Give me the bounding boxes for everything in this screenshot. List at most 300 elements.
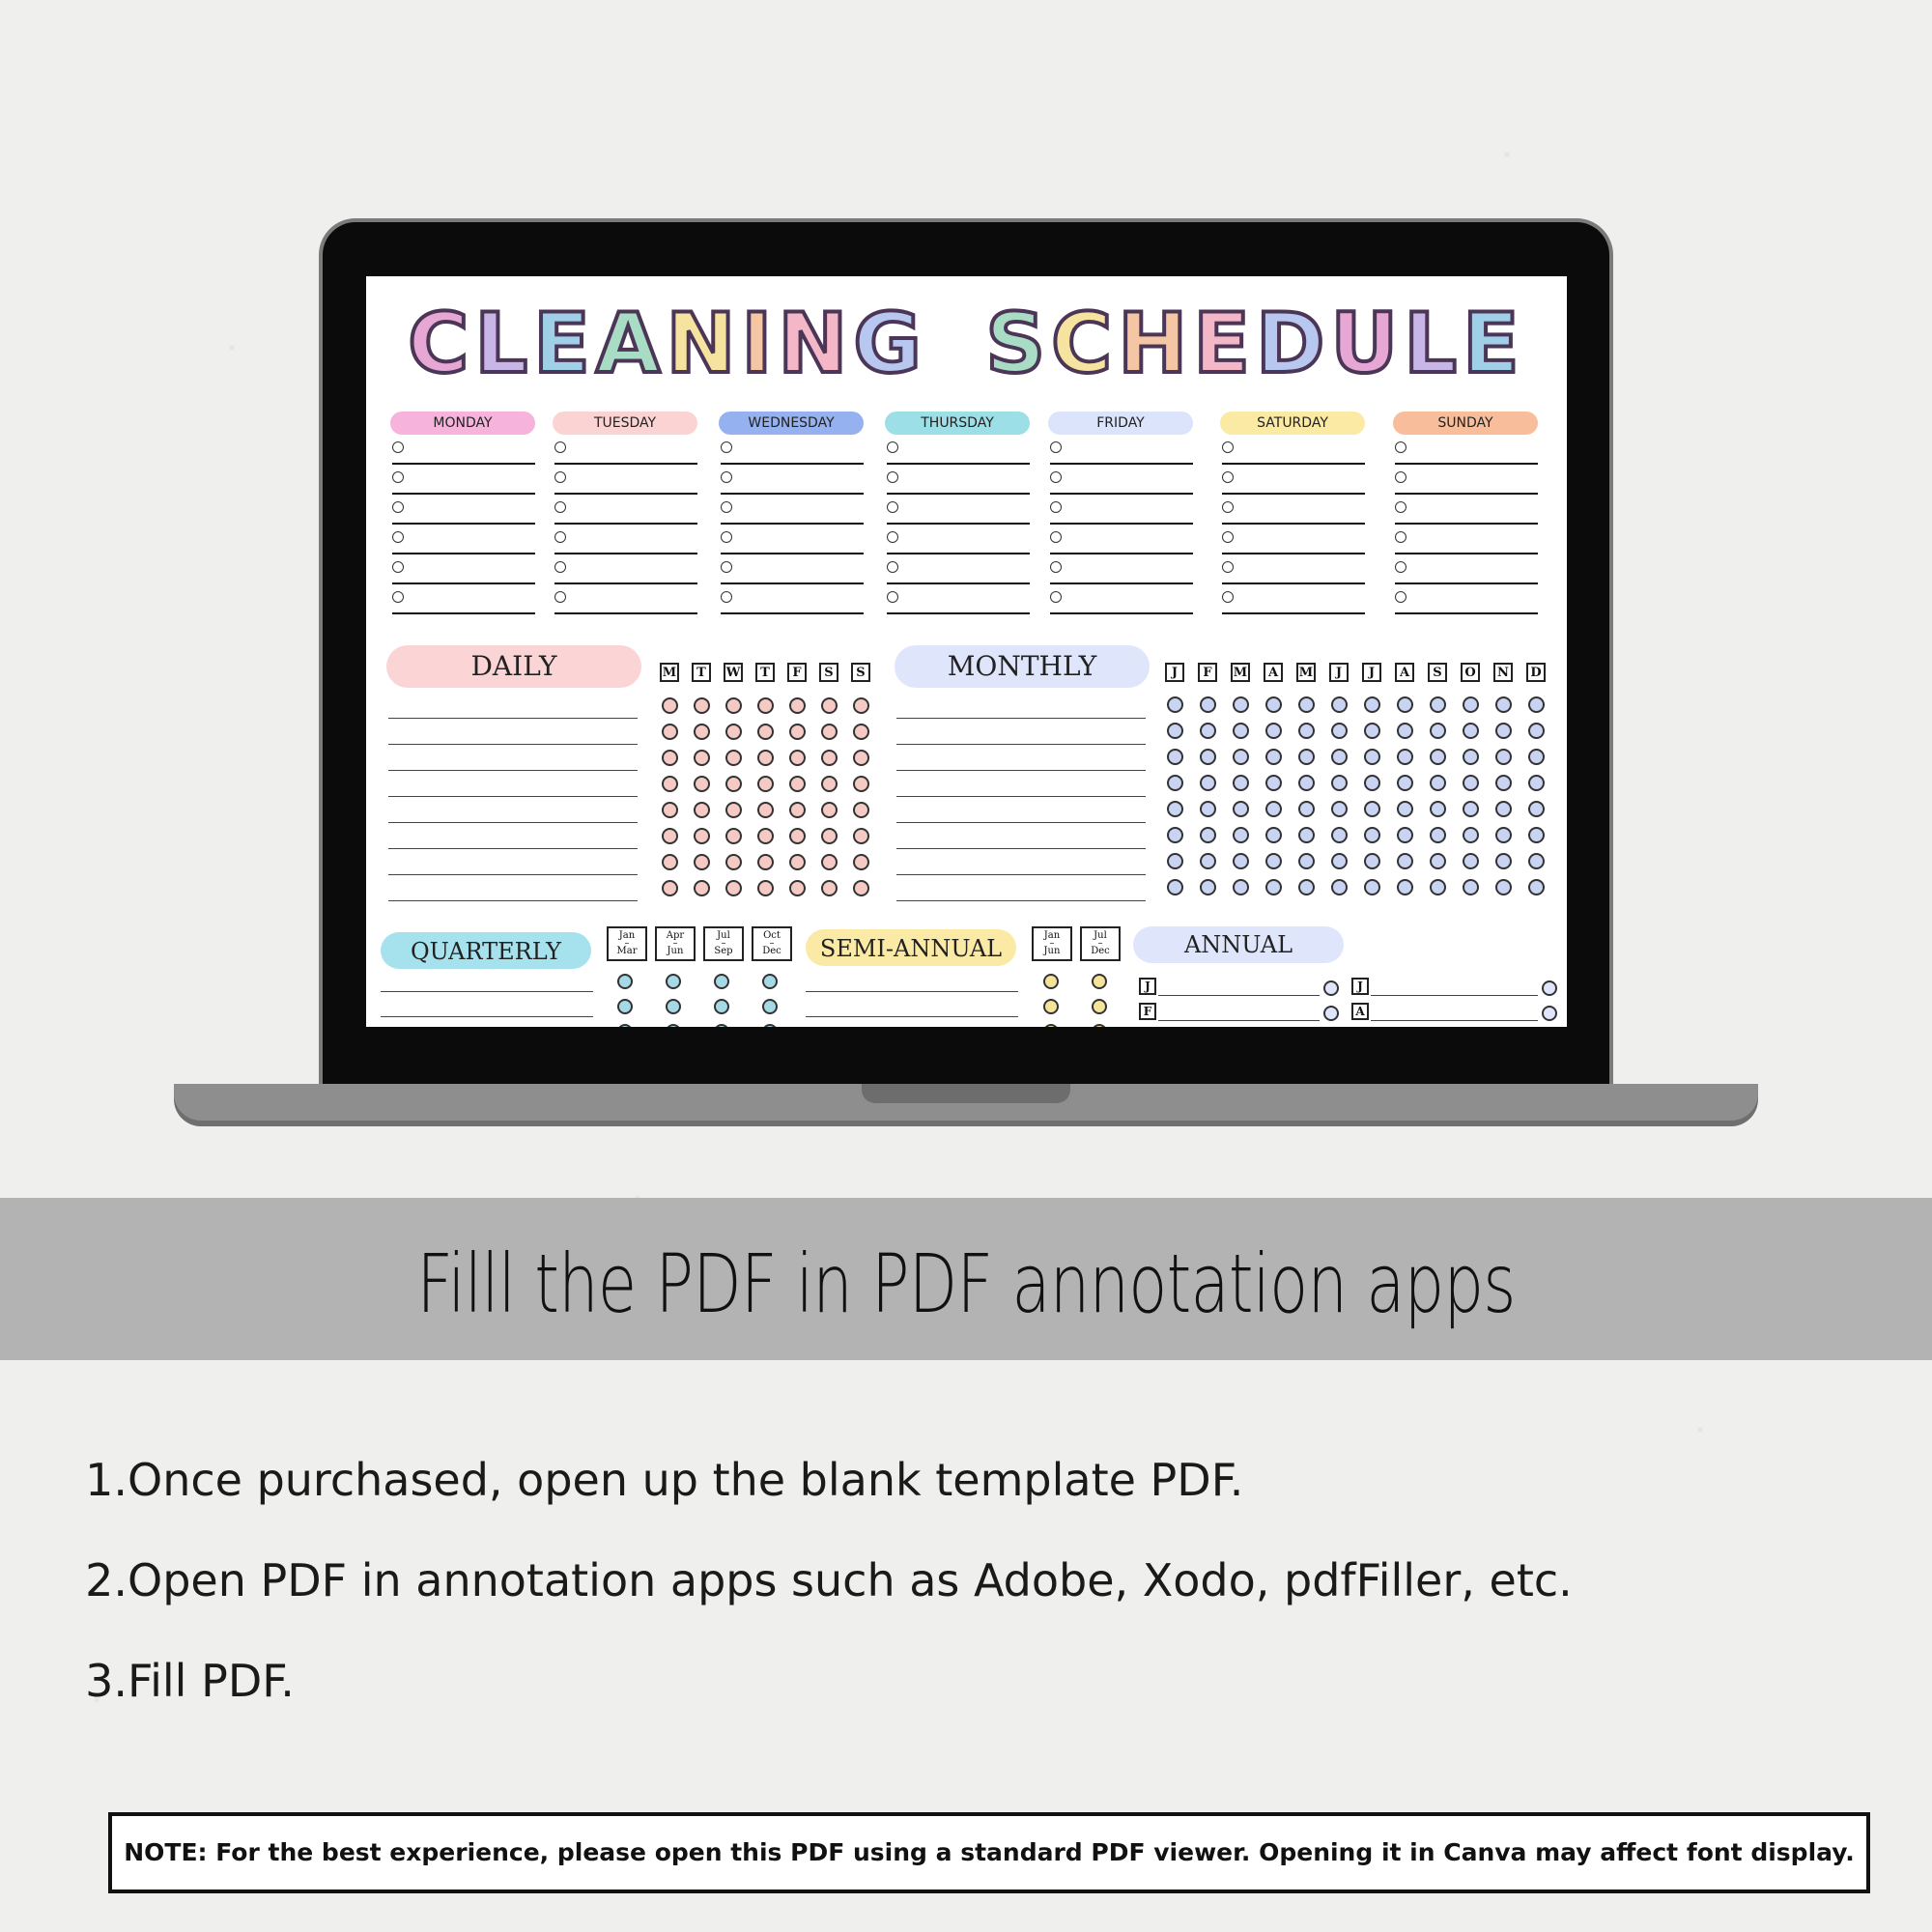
quarterly-check-circle[interactable] [666,999,681,1014]
daily-check-circle[interactable] [789,724,806,740]
monthly-check-circle[interactable] [1200,749,1216,765]
task-checkbox[interactable] [554,501,566,513]
daily-check-circle[interactable] [789,880,806,896]
task-line[interactable] [392,495,535,525]
task-line[interactable] [1050,465,1193,495]
daily-check-circle[interactable] [821,697,838,714]
daily-check-circle[interactable] [725,750,742,766]
day-label: WEDNESDAY [719,412,864,435]
quarterly-task-line[interactable] [381,1016,593,1017]
task-line[interactable] [721,495,864,525]
monthly-check-circle[interactable] [1364,696,1380,713]
monthly-month-letter: S [1428,663,1447,682]
monthly-check-circle[interactable] [1331,801,1348,817]
quarterly-check-circle[interactable] [762,999,778,1014]
monthly-task-line[interactable] [896,770,1146,771]
task-checkbox[interactable] [1395,441,1406,453]
task-checkbox[interactable] [721,531,732,543]
daily-task-line[interactable] [388,848,638,849]
monthly-check-circle[interactable] [1233,696,1249,713]
daily-check-circle[interactable] [789,828,806,844]
monthly-check-circle[interactable] [1298,775,1315,791]
task-checkbox[interactable] [887,531,898,543]
monthly-check-circle[interactable] [1364,853,1380,869]
monthly-task-line[interactable] [896,900,1146,901]
monthly-check-circle[interactable] [1495,853,1512,869]
monthly-check-circle[interactable] [1331,749,1348,765]
step-text: Once purchased, open up the blank template PDF. [128,1454,1244,1506]
monthly-month-letter: M [1231,663,1250,682]
task-checkbox[interactable] [1222,471,1234,483]
daily-check-circle[interactable] [757,697,774,714]
task-line[interactable] [887,435,1030,465]
task-line[interactable] [1222,525,1365,554]
monthly-check-circle[interactable] [1233,775,1249,791]
task-checkbox[interactable] [392,501,404,513]
task-checkbox[interactable] [1395,501,1406,513]
daily-check-circle[interactable] [662,828,678,844]
monthly-check-circle[interactable] [1331,853,1348,869]
task-checkbox[interactable] [721,471,732,483]
daily-check-circle[interactable] [725,854,742,870]
task-checkbox[interactable] [1395,471,1406,483]
monthly-check-circle[interactable] [1364,879,1380,895]
monthly-check-circle[interactable] [1495,749,1512,765]
monthly-check-circle[interactable] [1331,723,1348,739]
monthly-check-circle[interactable] [1167,723,1183,739]
task-checkbox[interactable] [887,501,898,513]
monthly-check-circle[interactable] [1397,749,1413,765]
monthly-check-circle[interactable] [1298,696,1315,713]
task-line[interactable] [1222,495,1365,525]
step-3 [75,1655,1814,1755]
monthly-check-circle[interactable] [1463,723,1479,739]
daily-check-circle[interactable] [662,854,678,870]
task-line[interactable] [554,435,697,465]
monthly-task-line[interactable] [896,848,1146,849]
task-line[interactable] [1050,525,1193,554]
monthly-check-circle[interactable] [1463,749,1479,765]
daily-check-circle[interactable] [821,880,838,896]
monthly-check-circle[interactable] [1331,775,1348,791]
monthly-task-line[interactable] [896,874,1146,875]
monthly-check-circle[interactable] [1167,775,1183,791]
monthly-check-circle[interactable] [1298,723,1315,739]
semi-annual-check-circle[interactable] [1043,1024,1059,1027]
monthly-check-circle[interactable] [1298,853,1315,869]
monthly-check-circle[interactable] [1200,775,1216,791]
monthly-check-circle[interactable] [1463,696,1479,713]
monthly-task-line[interactable] [896,744,1146,745]
monthly-check-circle[interactable] [1265,853,1282,869]
monthly-check-circle[interactable] [1200,879,1216,895]
daily-task-line[interactable] [388,718,638,719]
annual-check-circle[interactable] [1323,980,1339,996]
daily-task-line[interactable] [388,822,638,823]
monthly-check-circle[interactable] [1233,879,1249,895]
semi-annual-task-line[interactable] [806,991,1018,992]
task-checkbox[interactable] [1050,441,1062,453]
quarterly-task-line[interactable] [381,991,593,992]
day-label: FRIDAY [1048,412,1193,435]
task-line[interactable] [554,495,697,525]
monthly-check-circle[interactable] [1495,801,1512,817]
annual-month-letter: J [1351,978,1369,995]
daily-task-line[interactable] [388,874,638,875]
task-line[interactable] [392,435,535,465]
task-checkbox[interactable] [887,441,898,453]
task-line[interactable] [887,584,1030,614]
monthly-check-circle[interactable] [1167,879,1183,895]
task-line[interactable] [721,525,864,554]
monthly-check-circle[interactable] [1364,749,1380,765]
task-checkbox[interactable] [721,591,732,603]
title-letter: U [1330,296,1405,392]
monthly-check-circle[interactable] [1528,696,1545,713]
task-checkbox[interactable] [887,471,898,483]
semi-annual-check-circle[interactable] [1043,974,1059,989]
task-line[interactable] [554,584,697,614]
task-line[interactable] [887,525,1030,554]
monthly-check-circle[interactable] [1265,723,1282,739]
task-checkbox[interactable] [721,501,732,513]
task-line[interactable] [721,435,864,465]
monthly-check-circle[interactable] [1331,827,1348,843]
task-line[interactable] [1222,584,1365,614]
task-checkbox[interactable] [392,441,404,453]
task-checkbox[interactable] [392,471,404,483]
monthly-check-circle[interactable] [1430,853,1446,869]
task-line[interactable] [1395,495,1538,525]
monthly-check-circle[interactable] [1397,696,1413,713]
task-checkbox[interactable] [554,471,566,483]
quarterly-check-circle[interactable] [762,1024,778,1027]
daily-check-circle[interactable] [662,802,678,818]
task-checkbox[interactable] [1222,591,1234,603]
daily-check-circle[interactable] [821,776,838,792]
monthly-check-circle[interactable] [1200,853,1216,869]
monthly-check-circle[interactable] [1298,827,1315,843]
monthly-check-circle[interactable] [1430,723,1446,739]
daily-check-circle[interactable] [694,854,710,870]
monthly-check-circle[interactable] [1397,827,1413,843]
title-letter: I [741,296,779,392]
quarterly-check-circle[interactable] [666,1024,681,1027]
task-checkbox[interactable] [1395,591,1406,603]
daily-check-circle[interactable] [662,776,678,792]
monthly-check-circle[interactable] [1265,827,1282,843]
daily-check-circle[interactable] [694,697,710,714]
monthly-check-circle[interactable] [1167,853,1183,869]
daily-check-circle[interactable] [662,697,678,714]
quarterly-check-circle[interactable] [617,1024,633,1027]
daily-check-circle[interactable] [757,724,774,740]
monthly-check-circle[interactable] [1265,749,1282,765]
task-line[interactable] [1222,465,1365,495]
monthly-check-circle[interactable] [1233,801,1249,817]
daily-check-circle[interactable] [725,697,742,714]
daily-check-circle[interactable] [821,802,838,818]
task-line[interactable] [887,554,1030,584]
monthly-check-circle[interactable] [1298,879,1315,895]
task-checkbox[interactable] [721,441,732,453]
monthly-check-circle[interactable] [1528,775,1545,791]
daily-check-circle[interactable] [757,880,774,896]
monthly-task-line[interactable] [896,822,1146,823]
daily-check-circle[interactable] [853,828,869,844]
daily-check-circle[interactable] [789,802,806,818]
monthly-check-circle[interactable] [1200,827,1216,843]
monthly-check-circle[interactable] [1298,749,1315,765]
monthly-check-circle[interactable] [1495,879,1512,895]
monthly-check-circle[interactable] [1528,827,1545,843]
daily-check-circle[interactable] [821,854,838,870]
quarterly-check-circle[interactable] [617,999,633,1014]
task-line[interactable] [1222,554,1365,584]
monthly-check-circle[interactable] [1331,696,1348,713]
monthly-check-circle[interactable] [1463,853,1479,869]
monthly-check-circle[interactable] [1265,879,1282,895]
semi-annual-check-circle[interactable] [1092,1024,1107,1027]
task-line[interactable] [392,525,535,554]
period-end: Dec [762,946,781,956]
task-line[interactable] [392,584,535,614]
task-line[interactable] [392,465,535,495]
quarterly-check-circle[interactable] [617,974,633,989]
task-line[interactable] [721,465,864,495]
daily-check-circle[interactable] [853,724,869,740]
annual-task-line[interactable] [1158,995,1320,996]
monthly-check-circle[interactable] [1528,749,1545,765]
note-box: NOTE: For the best experience, please open this PDF using a standard PDF viewer. Opening it in Canva may affect font display. [108,1812,1870,1893]
semi-annual-check-circle[interactable] [1092,974,1107,989]
daily-check-circle[interactable] [725,802,742,818]
daily-check-circle[interactable] [789,697,806,714]
monthly-check-circle[interactable] [1233,749,1249,765]
task-checkbox[interactable] [1222,561,1234,573]
daily-task-line[interactable] [388,770,638,771]
monthly-check-circle[interactable] [1167,801,1183,817]
daily-check-circle[interactable] [853,776,869,792]
quarterly-check-circle[interactable] [762,974,778,989]
semi-annual-check-circle[interactable] [1043,999,1059,1014]
monthly-month-letter: O [1461,663,1480,682]
monthly-check-circle[interactable] [1200,696,1216,713]
semi-annual-task-line[interactable] [806,1016,1018,1017]
monthly-check-circle[interactable] [1200,723,1216,739]
daily-check-circle[interactable] [853,854,869,870]
daily-check-circle[interactable] [757,828,774,844]
daily-check-circle[interactable] [821,724,838,740]
monthly-check-circle[interactable] [1463,801,1479,817]
quarterly-check-circle[interactable] [714,999,729,1014]
daily-task-line[interactable] [388,900,638,901]
daily-check-circle[interactable] [853,750,869,766]
monthly-check-circle[interactable] [1298,801,1315,817]
monthly-check-circle[interactable] [1265,775,1282,791]
quarterly-check-circle[interactable] [714,1024,729,1027]
annual-check-circle[interactable] [1323,1006,1339,1021]
task-line[interactable] [1395,584,1538,614]
task-checkbox[interactable] [554,561,566,573]
task-checkbox[interactable] [1050,501,1062,513]
daily-check-circle[interactable] [725,880,742,896]
task-checkbox[interactable] [1050,561,1062,573]
task-checkbox[interactable] [721,561,732,573]
monthly-check-circle[interactable] [1528,723,1545,739]
daily-check-circle[interactable] [853,697,869,714]
annual-task-line[interactable] [1158,1020,1320,1021]
task-checkbox[interactable] [1395,561,1406,573]
monthly-check-circle[interactable] [1364,775,1380,791]
monthly-check-circle[interactable] [1397,775,1413,791]
monthly-check-circle[interactable] [1463,775,1479,791]
task-line[interactable] [1050,435,1193,465]
daily-check-circle[interactable] [789,854,806,870]
monthly-check-circle[interactable] [1495,723,1512,739]
monthly-check-circle[interactable] [1430,801,1446,817]
monthly-check-circle[interactable] [1364,801,1380,817]
task-checkbox[interactable] [392,531,404,543]
monthly-check-circle[interactable] [1331,879,1348,895]
title-letter: C [1051,296,1119,392]
task-checkbox[interactable] [887,561,898,573]
task-checkbox[interactable] [554,441,566,453]
monthly-check-circle[interactable] [1528,801,1545,817]
task-line[interactable] [721,554,864,584]
monthly-check-circle[interactable] [1495,696,1512,713]
monthly-check-circle[interactable] [1167,696,1183,713]
task-checkbox[interactable] [1222,441,1234,453]
monthly-check-circle[interactable] [1364,723,1380,739]
task-checkbox[interactable] [1222,501,1234,513]
daily-check-circle[interactable] [757,776,774,792]
monthly-check-circle[interactable] [1430,879,1446,895]
annual-task-line[interactable] [1371,1020,1538,1021]
daily-check-circle[interactable] [789,776,806,792]
monthly-check-circle[interactable] [1397,879,1413,895]
monthly-check-circle[interactable] [1200,801,1216,817]
daily-check-circle[interactable] [853,880,869,896]
daily-task-line[interactable] [388,796,638,797]
monthly-check-circle[interactable] [1397,801,1413,817]
period-start: Jul [717,930,730,941]
task-line[interactable] [887,465,1030,495]
task-checkbox[interactable] [554,531,566,543]
task-line[interactable] [1395,435,1538,465]
daily-check-circle[interactable] [694,776,710,792]
step-2 [75,1554,1814,1655]
task-checkbox[interactable] [1222,531,1234,543]
task-checkbox[interactable] [554,591,566,603]
task-line[interactable] [1222,435,1365,465]
daily-check-circle[interactable] [662,880,678,896]
daily-check-circle[interactable] [694,724,710,740]
task-checkbox[interactable] [1050,591,1062,603]
semi-annual-check-circle[interactable] [1092,999,1107,1014]
task-line[interactable] [1050,584,1193,614]
monthly-task-line[interactable] [896,796,1146,797]
annual-check-circle[interactable] [1542,980,1557,996]
monthly-check-circle[interactable] [1495,775,1512,791]
task-checkbox[interactable] [887,591,898,603]
daily-check-circle[interactable] [821,828,838,844]
monthly-check-circle[interactable] [1463,827,1479,843]
task-line[interactable] [554,554,697,584]
daily-check-circle[interactable] [757,802,774,818]
monthly-check-circle[interactable] [1167,749,1183,765]
monthly-check-circle[interactable] [1430,696,1446,713]
task-line[interactable] [721,584,864,614]
quarterly-check-circle[interactable] [714,974,729,989]
daily-check-circle[interactable] [694,880,710,896]
monthly-check-circle[interactable] [1528,879,1545,895]
daily-check-circle[interactable] [662,724,678,740]
daily-check-circle[interactable] [662,750,678,766]
daily-task-line[interactable] [388,744,638,745]
task-line[interactable] [554,465,697,495]
daily-check-circle[interactable] [821,750,838,766]
daily-check-circle[interactable] [789,750,806,766]
monthly-check-circle[interactable] [1233,723,1249,739]
daily-check-circle[interactable] [725,724,742,740]
daily-check-circle[interactable] [694,750,710,766]
quarterly-check-circle[interactable] [666,974,681,989]
daily-check-circle[interactable] [757,854,774,870]
daily-check-circle[interactable] [853,802,869,818]
monthly-check-circle[interactable] [1265,696,1282,713]
task-line[interactable] [392,554,535,584]
task-line[interactable] [554,525,697,554]
monthly-check-circle[interactable] [1364,827,1380,843]
monthly-check-circle[interactable] [1430,749,1446,765]
monthly-check-circle[interactable] [1397,853,1413,869]
task-line[interactable] [1050,495,1193,525]
task-line[interactable] [1395,465,1538,495]
monthly-month-letter: A [1395,663,1414,682]
monthly-check-circle[interactable] [1233,853,1249,869]
step-number: 1. [85,1454,128,1506]
task-line[interactable] [1395,525,1538,554]
task-checkbox[interactable] [392,591,404,603]
daily-check-circle[interactable] [694,828,710,844]
task-line[interactable] [1395,554,1538,584]
task-checkbox[interactable] [1050,471,1062,483]
daily-check-circle[interactable] [694,802,710,818]
monthly-check-circle[interactable] [1430,775,1446,791]
daily-check-circle[interactable] [757,750,774,766]
task-checkbox[interactable] [1395,531,1406,543]
task-checkbox[interactable] [392,561,404,573]
monthly-check-circle[interactable] [1463,879,1479,895]
monthly-check-circle[interactable] [1265,801,1282,817]
monthly-check-circle[interactable] [1397,723,1413,739]
daily-check-circle[interactable] [725,828,742,844]
daily-day-letter: T [755,663,775,682]
monthly-check-circle[interactable] [1528,853,1545,869]
monthly-task-line[interactable] [896,718,1146,719]
annual-check-circle[interactable] [1542,1006,1557,1021]
task-line[interactable] [1050,554,1193,584]
monthly-check-circle[interactable] [1167,827,1183,843]
monthly-check-circle[interactable] [1495,827,1512,843]
task-line[interactable] [887,495,1030,525]
monthly-check-circle[interactable] [1233,827,1249,843]
annual-task-line[interactable] [1371,995,1538,996]
monthly-check-circle[interactable] [1430,827,1446,843]
task-checkbox[interactable] [1050,531,1062,543]
daily-check-circle[interactable] [725,776,742,792]
